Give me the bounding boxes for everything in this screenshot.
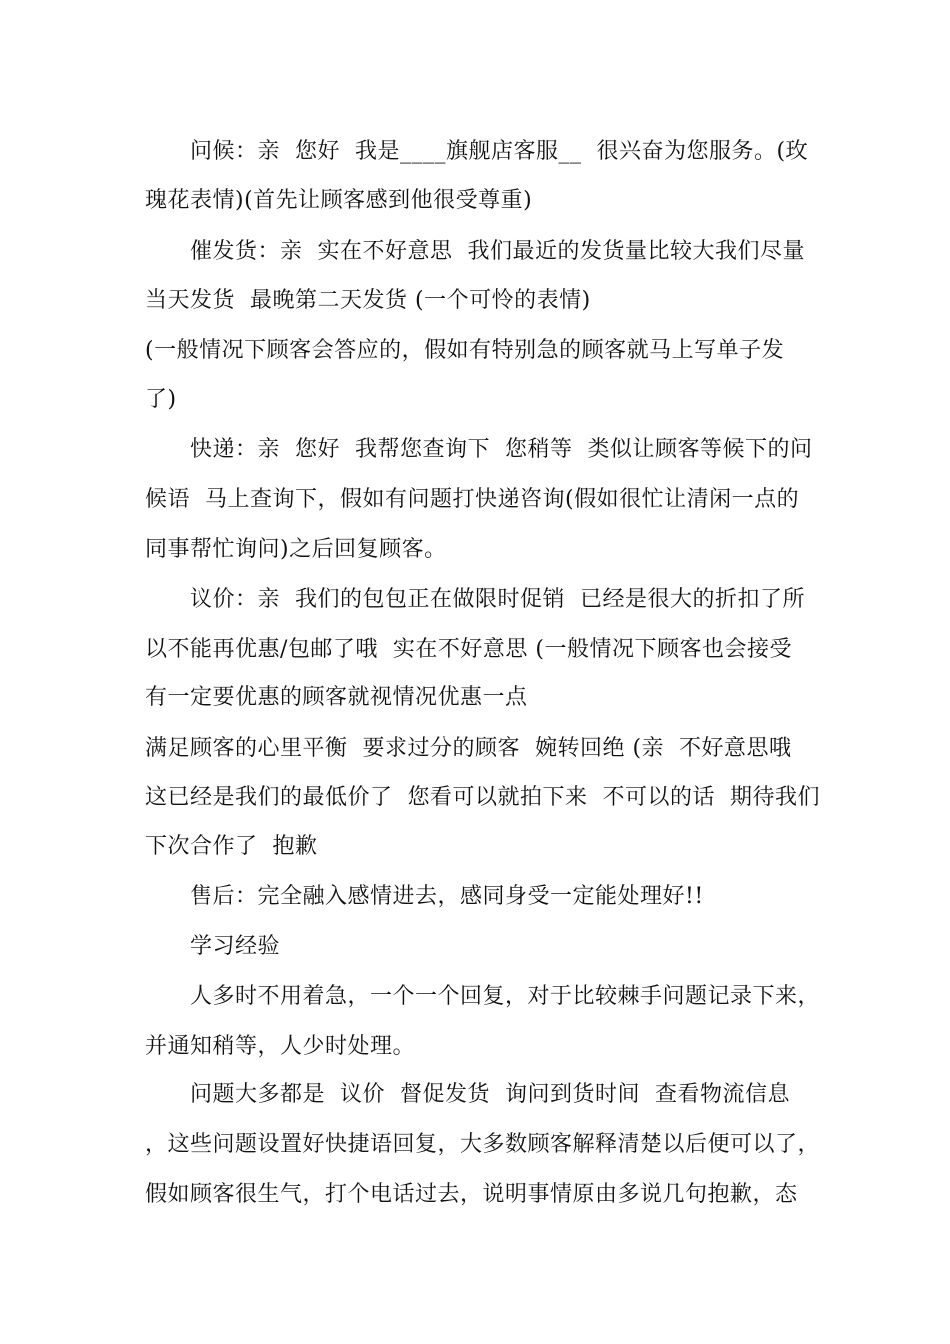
text-line: 假如顾客很生气，打个电话过去，说明事情原由多说几句抱歉，态 — [145, 1182, 798, 1207]
text-line: 快递：亲 您好 我帮您查询下 您稍等 类似让顾客等候下的问 — [190, 437, 813, 462]
text-line: 议价：亲 我们的包包正在做限时促销 已经是很大的折扣了所 — [190, 587, 805, 612]
text-line: ，这些问题设置好快捷语回复，大多数顾客解释清楚以后便可以了， — [145, 1132, 821, 1157]
text-line: 并通知稍等，人少时处理。 — [145, 1034, 416, 1059]
text-line: 问题大多都是 议价 督促发货 询问到货时间 查看物流信息 — [190, 1082, 790, 1107]
text-line: 满足顾客的心里平衡 要求过分的顾客 婉转回绝 (亲 不好意思哦 — [145, 736, 792, 761]
text-line: 催发货：亲 实在不好意思 我们最近的发货量比较大我们尽量 — [190, 239, 805, 264]
text-line: 同事帮忙询问)之后回复顾客。 — [145, 537, 447, 562]
text-line: 候语 马上查询下，假如有问题打快递咨询(假如很忙让清闲一点的 — [145, 487, 800, 512]
text-line: 当天发货 最晚第二天发货 (一个可怜的表情) — [145, 288, 591, 313]
text-line: 下次合作了 抱歉 — [145, 834, 318, 859]
text-line: 有一定要优惠的顾客就视情况优惠一点 — [145, 685, 528, 710]
text-line: 以不能再优惠/包邮了哦 实在不好意思 (一般情况下顾客也会接受 — [145, 637, 792, 662]
text-line: 瑰花表情)(首先让顾客感到他很受尊重) — [145, 188, 533, 213]
section-heading: 学习经验 — [190, 934, 281, 959]
text-line: 售后：完全融入感情进去，感同身受一定能处理好!! — [190, 884, 704, 909]
text-line: 了) — [145, 387, 177, 412]
text-line: 这已经是我们的最低价了 您看可以就拍下来 不可以的话 期待我们 — [145, 785, 820, 810]
text-line: 人多时不用着急，一个一个回复，对于比较棘手问题记录下来， — [190, 984, 821, 1009]
text-line: 问候：亲 您好 我是____旗舰店客服__ 很兴奋为您服务。(玫 — [190, 139, 809, 164]
text-line: (一般情况下顾客会答应的，假如有特别急的顾客就马上写单子发 — [145, 338, 785, 363]
